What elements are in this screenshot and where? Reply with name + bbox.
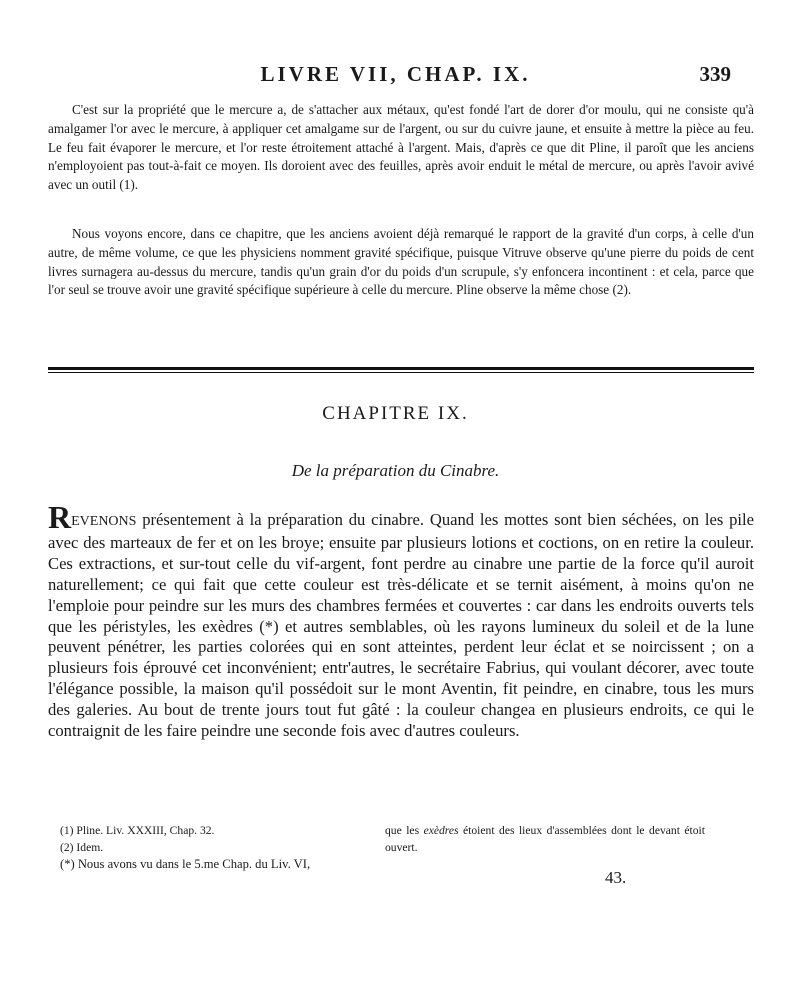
- footnote-star-cont-em: exèdres: [423, 824, 459, 837]
- paragraph-text: C'est sur la propriété que le mercure a, de s'attacher aux métaux, qu'est fondé l'art de dorer d'or moulu, qui ne consiste qu'à amalgamer l'or avec le mercure, à appliquer cet amalgame sur de l'argent, ou sur du cuivre jaune, et ensuite à mettre la pièce au feu. Le feu fait évaporer le mercure, et l'or reste étroitement attaché à l'argent. Mais, d'après ce que dit Pline, il paroît que les anciens n'employoient pas tout-à-fait ce moyen. Ils doroient avec des feuilles, après avoir enduit le métal de mercure, ou après l'avoir avivé avec un outil (1).: [48, 102, 754, 193]
- signature-mark: 43.: [605, 868, 627, 887]
- drop-cap: R: [48, 499, 72, 535]
- first-word-smallcaps: EVENONS: [71, 514, 137, 529]
- chapter-title: CHAPITRE IX.: [322, 403, 469, 424]
- running-head: [60, 62, 731, 88]
- chapter-subtitle: De la préparation du Cinabre.: [291, 461, 500, 480]
- paragraph-gilding: [48, 101, 754, 195]
- footnote-star-cont-a: que les: [385, 824, 424, 837]
- section-divider: [48, 367, 754, 373]
- footnotes-left-column: [60, 822, 380, 873]
- chapter-body-text: présentement à la préparation du cinabre. Quand les mottes sont bien séchées, on les pile avec des marteaux de fer et on les broye; ensuite par plusieurs lotions et coctions, on en retire la couleur. Ces extractions, et sur-tout celle du vif-argent, font perdre au cinabre une partie de la force qu'il auroit naturellement; ce qui fait que cette couleur est très-délicate et se ternit aisément, à moins qu'on ne l'emploie pour peindre sur les murs des chambres fermées et couvertes : car dans les endroits ouverts tels que les péristyles, les exèdres (*) et autres semblables, où les rayons lumineux du soleil et de la lune peuvent pénétrer, les parties colorées qui en sont atteintes, perdent leur éclat et se noircissent ; on a plusieurs fois éprouvé cet inconvénient; entr'autres, le secrétaire Fabrius, qui voulant décorer, avec toute l'élégance possible, la maison qu'il possédoit sur le mont Aventin, fit peindre, en cinabre, tous les murs des galeries. Au bout de trente jours tout fut gâté : la couleur changea en plusieurs endroits, ce qui le contraignit de les faire peindre une seconde fois avec d'autres couleurs.: [48, 510, 754, 741]
- footnotes-right-column: [385, 822, 705, 856]
- footnote-star-cont-b: étoient des lieux d'assemblées dont le devant étoit ouvert.: [385, 824, 705, 854]
- footnote-2: (2) Idem.: [60, 841, 104, 854]
- chapter-paragraph: [48, 499, 754, 742]
- paragraph-text: Nous voyons encore, dans ce chapitre, que les anciens avoient déjà remarqué le rapport de la gravité d'un corps, à celle d'un autre, de même volume, ce que les physiciens nomment gravité spécifique, puisque Vitruve observe qu'une pierre du poids de cent livres surnagera au-dessus du mercure, tandis qu'un grain d'or du poids d'un scrupule, s'y enfoncera incontinent : et cela, parce que l'or seul se trouve avoir une gravité spécifique supérieure à celle du mercure. Pline observe la même chose (2).: [48, 226, 754, 298]
- footnote-star: (*) Nous avons vu dans le 5.me Chap. du Liv. VI,: [60, 857, 311, 871]
- chapter-body: [48, 499, 754, 742]
- running-title: LIVRE VII, CHAP. IX.: [260, 62, 531, 86]
- footnote-1: (1) Pline. Liv. XXXIII, Chap. 32.: [60, 824, 215, 837]
- page-number: 339: [699, 62, 731, 86]
- paragraph-specific-gravity: [48, 225, 754, 300]
